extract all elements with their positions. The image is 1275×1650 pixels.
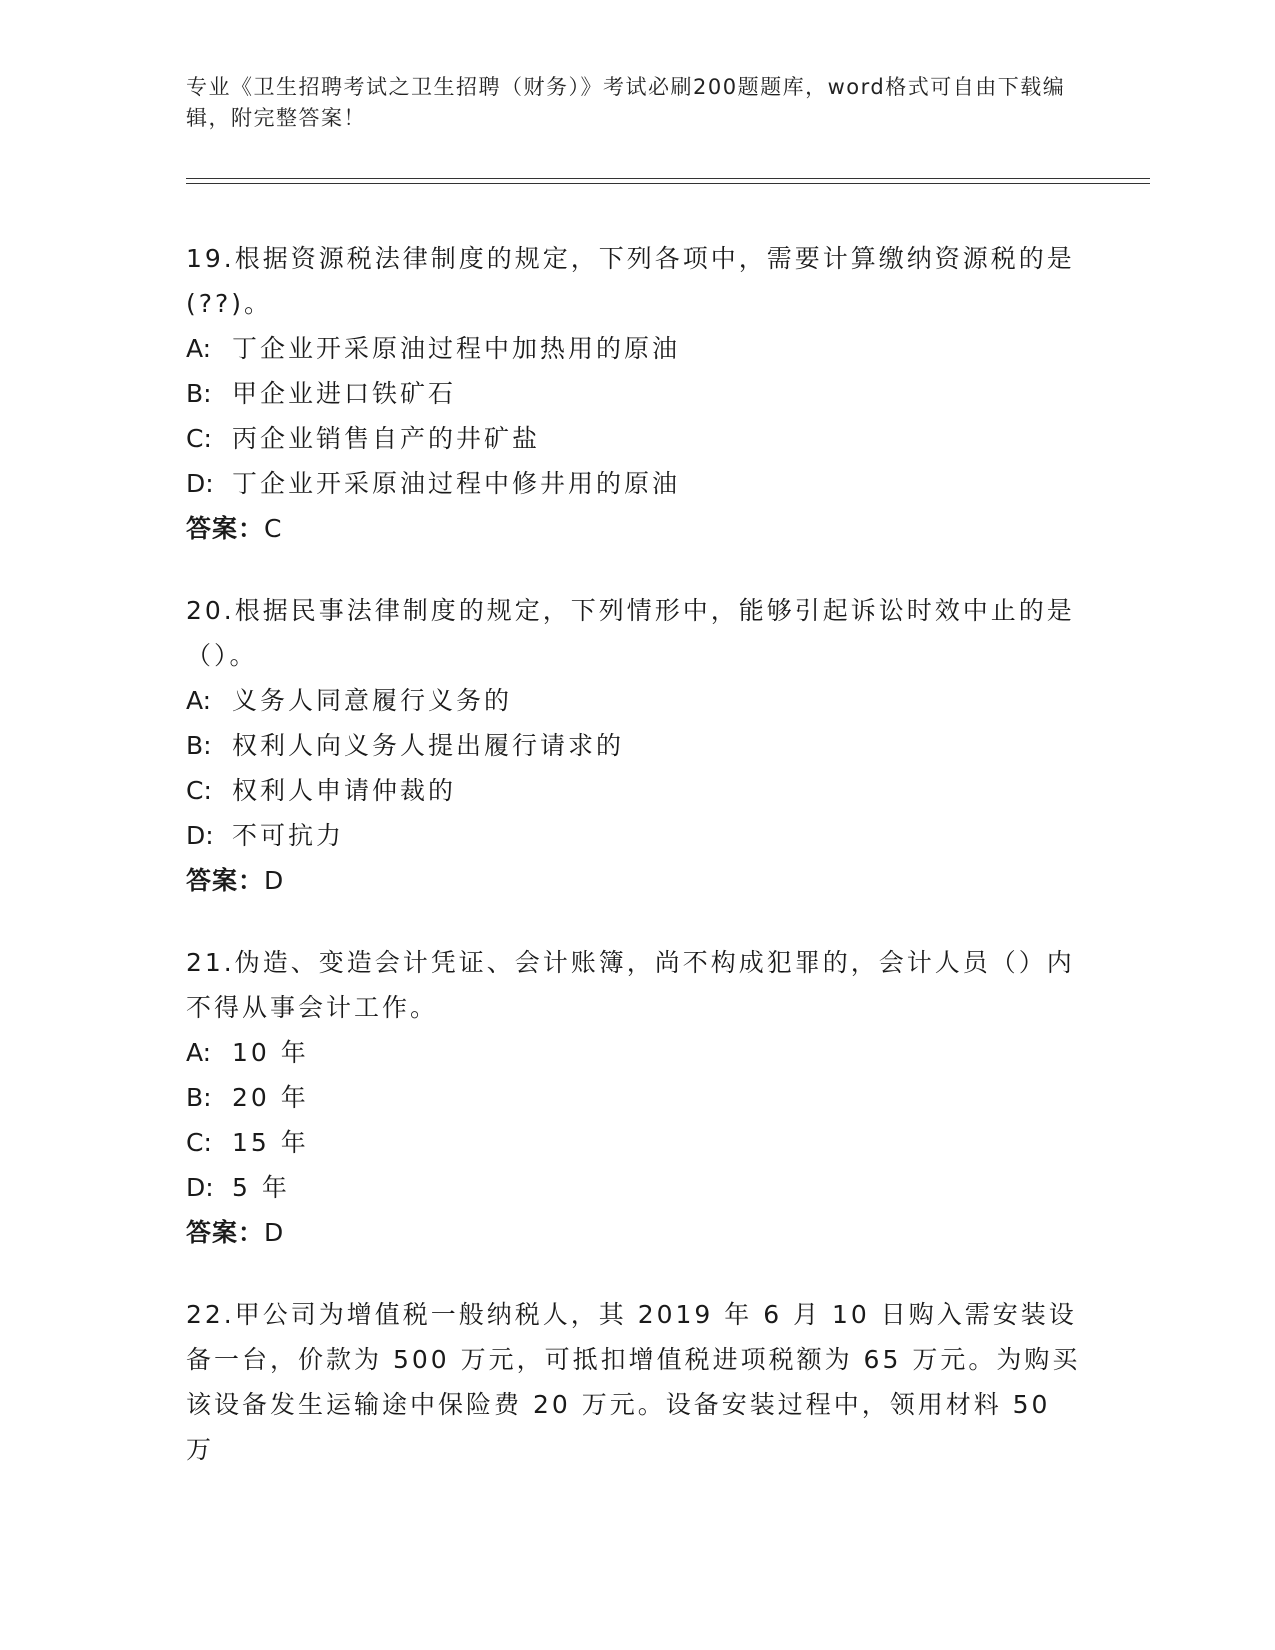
option-b (186, 723, 1086, 768)
question-list (186, 236, 1086, 1509)
option-c (186, 1120, 1086, 1165)
answer-value: D (264, 1218, 284, 1247)
question-stem: 20.根据民事法律制度的规定，下列情形中，能够引起诉讼时效中止的是（）。 (186, 596, 1075, 670)
option-text: 权利人向义务人提出履行请求的 (232, 731, 625, 760)
option-text: 丁企业开采原油过程中加热用的原油 (232, 334, 681, 363)
option-text: 甲企业进口铁矿石 (232, 379, 457, 408)
option-letter: B: (186, 1083, 212, 1112)
question-19 (186, 236, 1086, 551)
answer-line (186, 506, 1086, 551)
option-b (186, 1075, 1086, 1120)
option-b (186, 371, 1086, 416)
option-letter: D: (186, 1173, 214, 1202)
answer-value: C (264, 514, 282, 543)
question-21 (186, 940, 1086, 1255)
option-letter: C: (186, 424, 212, 453)
option-text: 丁企业开采原油过程中修井用的原油 (232, 469, 681, 498)
option-letter: B: (186, 379, 212, 408)
question-22 (186, 1292, 1086, 1472)
answer-value: D (264, 866, 284, 895)
option-c (186, 416, 1086, 461)
question-stem: 21.伪造、变造会计凭证、会计账簿，尚不构成犯罪的，会计人员（）内不得从事会计工作。 (186, 948, 1075, 1022)
option-d (186, 461, 1086, 506)
option-a (186, 678, 1086, 723)
header-rule-bottom (186, 183, 1150, 184)
option-c (186, 768, 1086, 813)
option-text: 20 年 (232, 1083, 309, 1112)
answer-label: 答案： (186, 1218, 265, 1247)
header-rule-top (186, 178, 1150, 179)
answer-label: 答案： (186, 514, 265, 543)
option-letter: D: (186, 469, 214, 498)
option-text: 5 年 (232, 1173, 290, 1202)
option-text: 丙企业销售自产的井矿盐 (232, 424, 541, 453)
option-letter: A: (186, 334, 212, 363)
document-header: 专业《卫生招聘考试之卫生招聘（财务）》考试必刷200题题库，word格式可自由下载编辑，附完整答案！ (186, 75, 1066, 130)
option-text: 15 年 (232, 1128, 309, 1157)
answer-line (186, 858, 1086, 903)
option-letter: D: (186, 821, 214, 850)
option-text: 不可抗力 (232, 821, 345, 850)
option-d (186, 813, 1086, 858)
option-letter: C: (186, 1128, 212, 1157)
option-letter: A: (186, 686, 212, 715)
option-a (186, 326, 1086, 371)
option-d (186, 1165, 1086, 1210)
option-text: 10 年 (232, 1038, 309, 1067)
option-text: 义务人同意履行义务的 (232, 686, 513, 715)
answer-label: 答案： (186, 866, 265, 895)
question-stem: 22.甲公司为增值税一般纳税人，其 2019 年 6 月 10 日购入需安装设备一台，价款为 500 万元，可抵扣增值税进项税额为 65 万元。为购买该设备发生运输途中保险费 20 万元。设备安装过程中，领用材料 50 万 (186, 1300, 1081, 1464)
option-letter: B: (186, 731, 212, 760)
option-a (186, 1030, 1086, 1075)
question-stem: 19.根据资源税法律制度的规定，下列各项中，需要计算缴纳资源税的是(??)。 (186, 244, 1075, 318)
option-text: 权利人申请仲裁的 (232, 776, 457, 805)
question-20 (186, 588, 1086, 903)
option-letter: C: (186, 776, 212, 805)
option-letter: A: (186, 1038, 212, 1067)
answer-line (186, 1210, 1086, 1255)
